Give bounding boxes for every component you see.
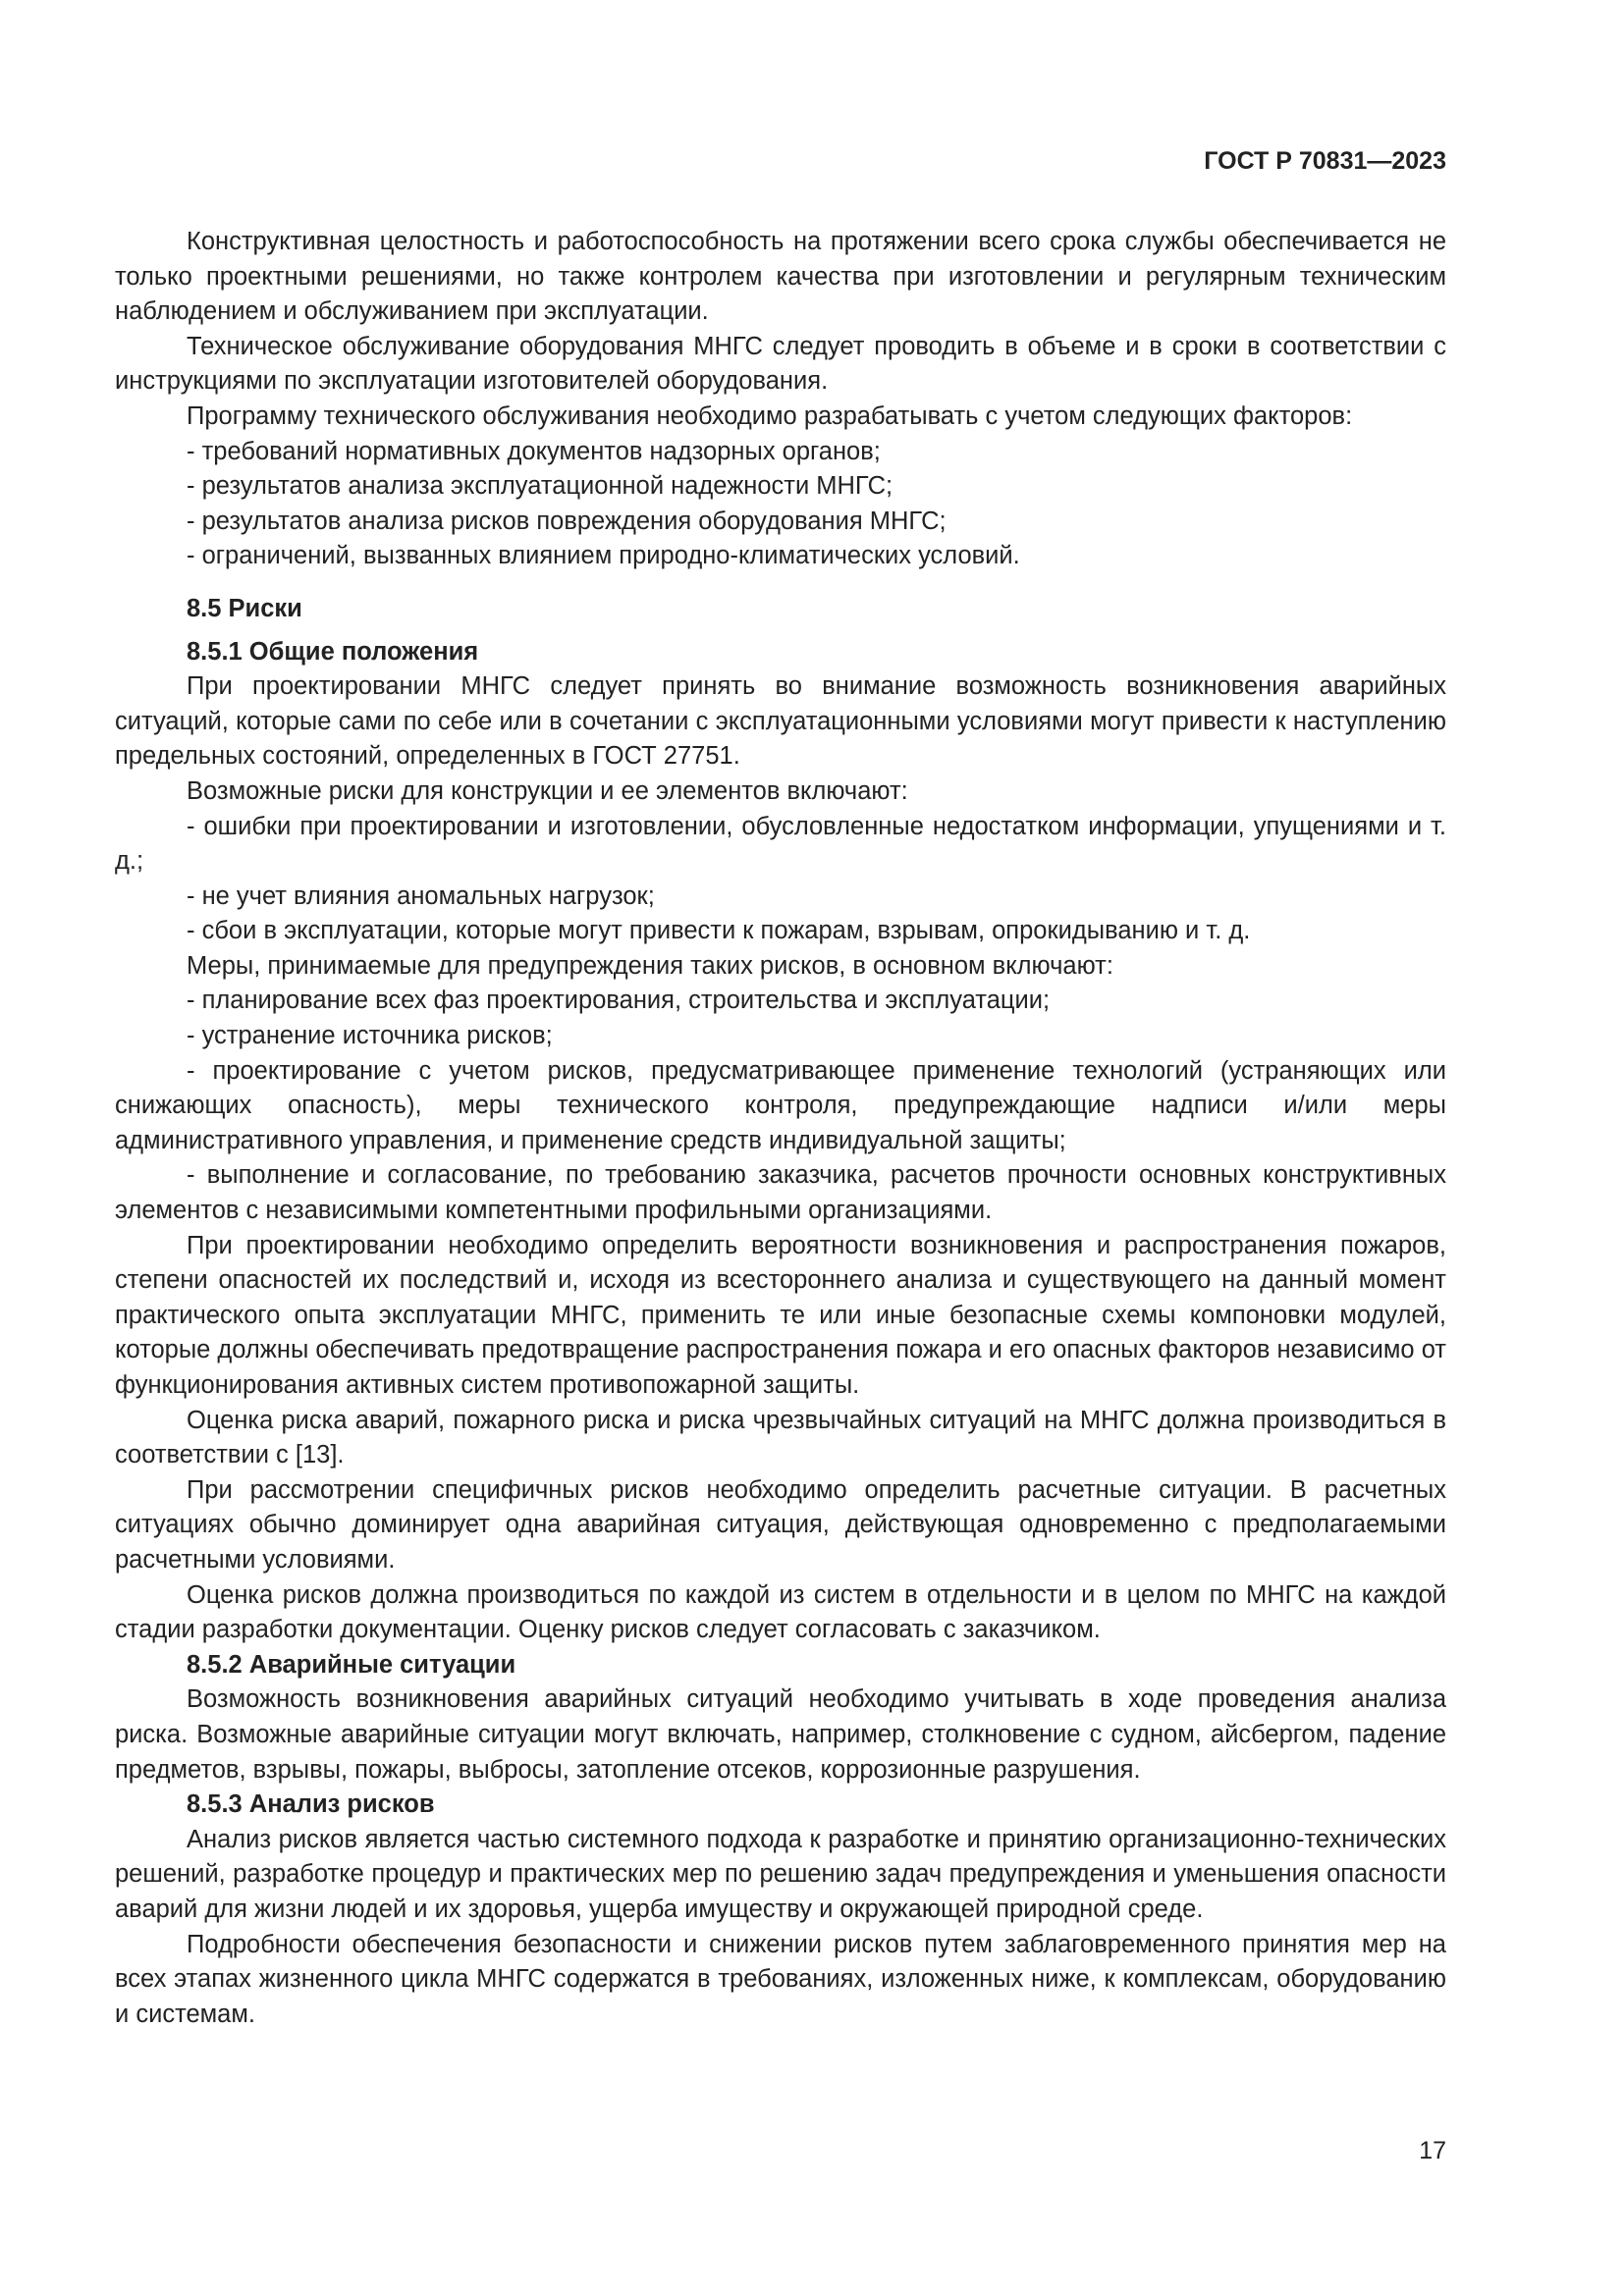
paragraph: Конструктивная целостность и работоспособность на протяжении всего срока службы обеспечивается не только проектными решениями, но также контролем качества при изготовлении и регулярным техническим наблюдением и обслуживанием при эксплуатации. [115, 228, 1446, 326]
list-item: - выполнение и согласование, по требованию заказчика, расчетов прочности основных конструктивных элементов с независимыми компетентными профильными организациями. [115, 1161, 1446, 1225]
paragraph: При проектировании необходимо определить вероятности возникновения и распространения пожаров, степени опасностей их последствий и, исходя из всестороннего анализа и существующего на данный момент практического опыта эксплуатации МНГС, применить те или иные безопасные схемы компоновки модулей, которые должны обеспечивать предотвращение распространения пожара и его опасных факторов независимо от функционирования активных систем противопожарной защиты. [115, 1231, 1446, 1399]
paragraph: При проектировании МНГС следует принять во внимание возможность возникновения аварийных ситуаций, которые сами по себе или в сочетании с эксплуатационными условиями могут привести к наступлению предельных состояний, определенных в ГОСТ 27751. [115, 672, 1446, 771]
paragraph: Меры, принимаемые для предупреждения таких рисков, в основном включают: [187, 951, 1113, 980]
paragraph: Программу технического обслуживания необходимо разрабатывать с учетом следующих факторов: [187, 401, 1353, 430]
paragraph: При рассмотрении специфичных рисков необходимо определить расчетные ситуации. В расчетных ситуациях обычно доминирует одна аварийная ситуация, действующая одновременно с предполагаемыми расчетными условиями. [115, 1475, 1446, 1574]
paragraph: Анализ рисков является частью системного подхода к разработке и принятию организационно-технических решений, разработке процедур и практических мер по решению задач предупреждения и уменьшения опасности аварий для жизни людей и их здоровья, ущерба имуществу и окружающей природной среде. [115, 1825, 1446, 1923]
paragraph: Возможные риски для конструкции и ее элементов включают: [187, 776, 908, 805]
list-item: - не учет влияния аномальных нагрузок; [187, 881, 655, 910]
list-item: - сбои в эксплуатации, которые могут привести к пожарам, взрывам, опрокидыванию и т. д. [187, 917, 1251, 945]
list-item: - результатов анализа эксплуатационной надежности МНГС; [187, 472, 893, 501]
paragraph: Подробности обеспечения безопасности и снижении рисков путем заблаговременного принятия мер на всех этапах жизненного цикла МНГС содержатся в требованиях, изложенных ниже, к комплексам, оборудованию и системам. [115, 1930, 1446, 2028]
list-item: - результатов анализа рисков повреждения оборудования МНГС; [187, 507, 947, 535]
list-item: - требований нормативных документов надзорных органов; [187, 437, 881, 465]
subsection-heading: 8.5.1 Общие положения [187, 637, 479, 666]
list-item: - ошибки при проектировании и изготовлении, обусловленные недостатком информации, упущениями и т. д.; [115, 812, 1446, 876]
subsection-heading: 8.5.3 Анализ рисков [187, 1790, 435, 1819]
paragraph: Техническое обслуживание оборудования МНГС следует проводить в объеме и в сроки в соответствии с инструкциями по эксплуатации изготовителей оборудования. [115, 332, 1446, 396]
standard-header: ГОСТ Р 70831—2023 [1204, 147, 1446, 175]
paragraph: Возможность возникновения аварийных ситуаций необходимо учитывать в ходе проведения анализа риска. Возможные аварийные ситуации могут включать, например, столкновение с судном, айсбергом, падение предметов, взрывы, пожары, выбросы, затопление отсеков, коррозионные разрушения. [115, 1685, 1446, 1784]
subsection-heading: 8.5.2 Аварийные ситуации [187, 1650, 516, 1679]
paragraph: Оценка риска аварий, пожарного риска и риска чрезвычайных ситуаций на МНГС должна производиться в соответствии с [13]. [115, 1406, 1446, 1469]
list-item: - устранение источника рисков; [187, 1022, 553, 1050]
document-body [115, 225, 1446, 2032]
page-number: 17 [1419, 2137, 1446, 2164]
paragraph: Оценка рисков должна производиться по каждой из систем в отдельности и в целом по МНГС на каждой стадии разработки документации. Оценку рисков следует согласовать с заказчиком. [115, 1580, 1446, 1644]
list-item: - планирование всех фаз проектирования, строительства и эксплуатации; [187, 987, 1051, 1015]
list-item: - проектирование с учетом рисков, предусматривающее применение технологий (устраняющих или снижающих опасность), меры технического контроля, предупреждающие надписи и/или меры административного управления, и применение средств индивидуальной защиты; [115, 1056, 1446, 1154]
list-item: - ограничений, вызванных влиянием природно-климатических условий. [187, 542, 1020, 570]
section-heading: 8.5 Риски [187, 594, 302, 622]
